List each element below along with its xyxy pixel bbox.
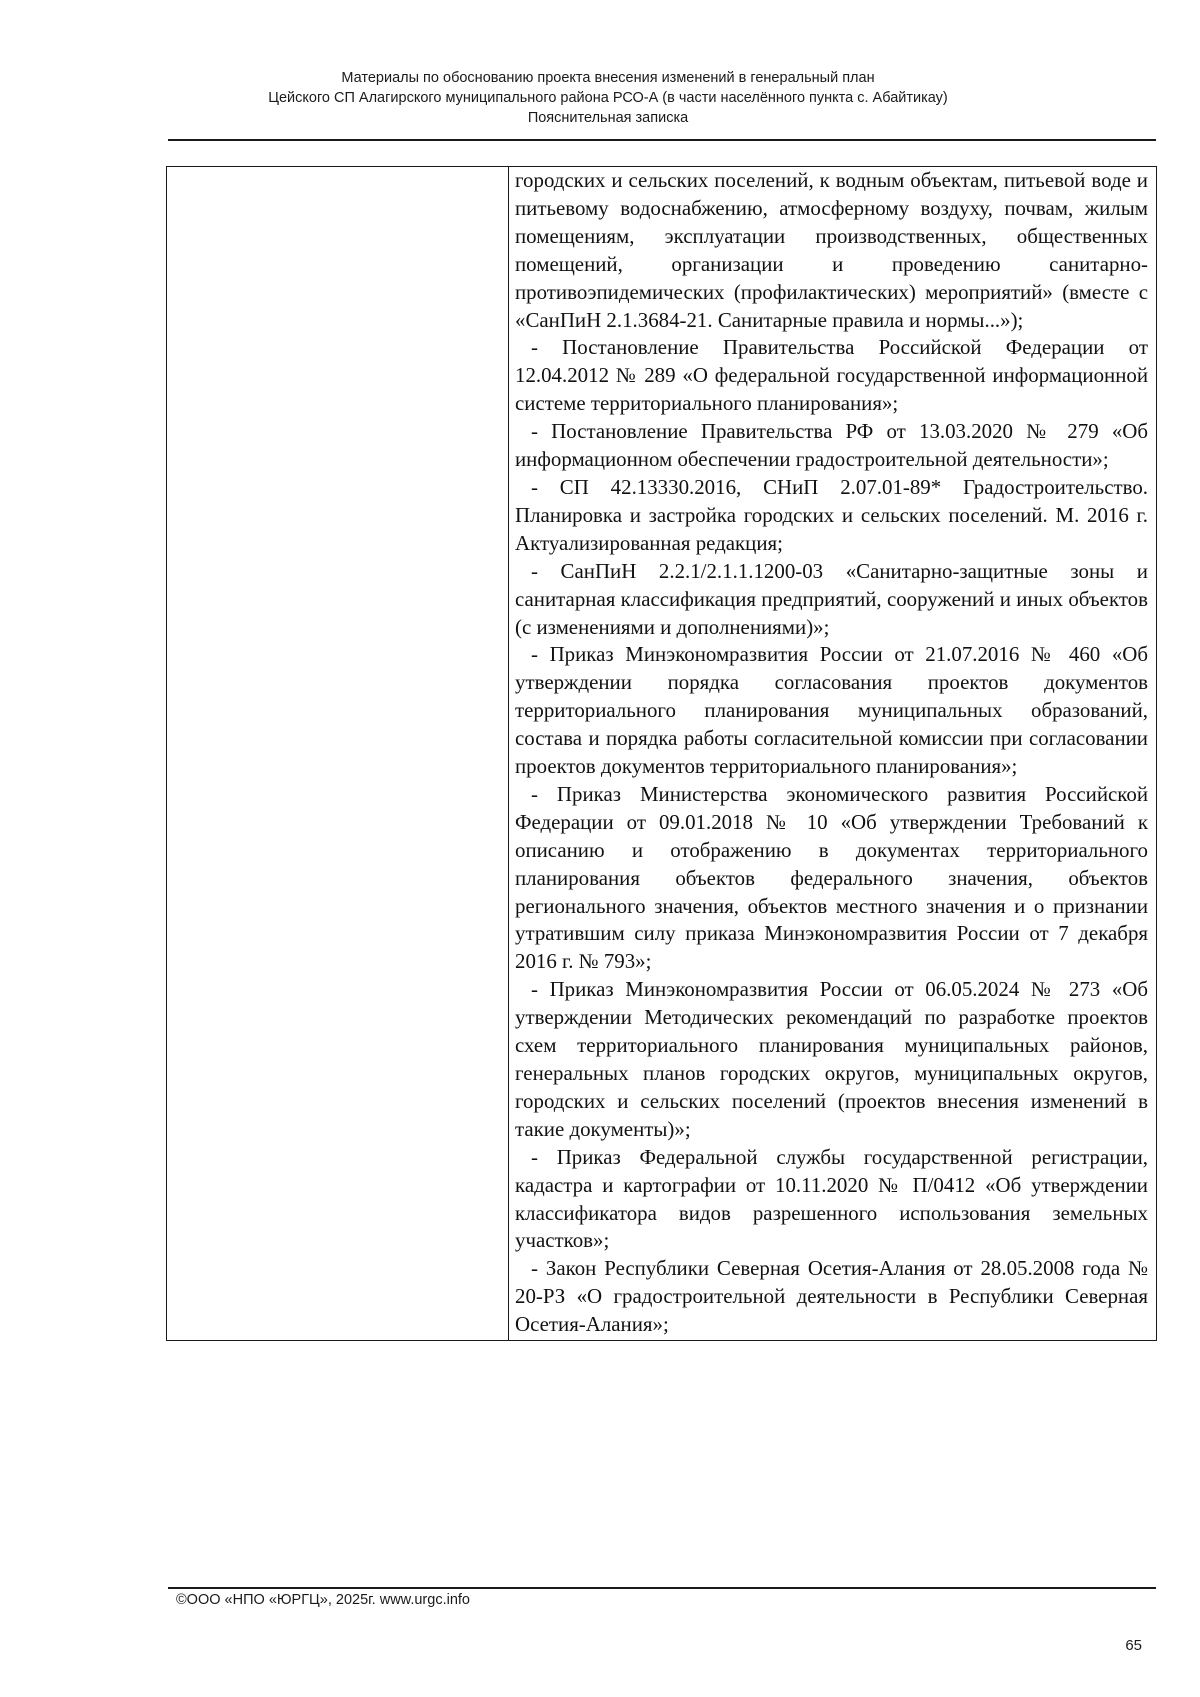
footer-divider — [168, 1587, 1156, 1589]
list-item: - Закон Республики Северная Осетия-Алания от 28.05.2008 года № 20-РЗ «О градостроительной деятельности в Республики Северная Осетия-Алания»; — [515, 1256, 1148, 1337]
page-number: 65 — [1125, 1637, 1142, 1654]
list-item: - Постановление Правительства РФ от 13.03.2020 № 279 «Об информационном обеспечении градостроительной деятельности»; — [515, 419, 1148, 472]
table-row — [167, 167, 1157, 1341]
list-item: - Приказ Министерства экономического развития Российской Федерации от 09.01.2018 № 10 «Об утверждении Требований к описанию и отображению в документах территориального планирования объектов федерального значения, объектов регионального значения, объектов местного значения и о признании утратившим силу приказа Минэкономразвития России от 7 декабря 2016 г. № 793»; — [515, 781, 1148, 974]
list-item: - Приказ Минэкономразвития России от 06.05.2024 № 273 «Об утверждении Методических рекомендаций по разработке проектов схем территориального планирования муниципальных районов, генеральных планов городских округов, муниципальных округов, городских и сельских поселений (проектов внесения изменений в такие документы)»; — [515, 977, 1148, 1141]
list-item: - СП 42.13330.2016, СНиП 2.07.01-89* Градостроительство. Планировка и застройка городских и сельских поселений. М. 2016 г. Актуализированная редакция; — [515, 474, 1148, 555]
header-divider — [168, 139, 1156, 141]
header-line-1: Материалы по обоснованию проекта внесения изменений в генеральный план — [341, 70, 875, 86]
list-item: - Приказ Минэкономразвития России от 21.07.2016 № 460 «Об утверждении порядка согласования проектов документов территориального планирования муниципальных образований, состава и порядка работы согласительной комиссии при согласовании проектов документов территориального планирования»; — [515, 642, 1148, 779]
list-item: - Постановление Правительства Российской Федерации от 12.04.2012 № 289 «О федеральной государственной информационной системе территориального планирования»; — [515, 335, 1148, 416]
header-line-3: Пояснительная записка — [527, 110, 689, 126]
table-cell-right — [509, 167, 1157, 1341]
regulation-list — [509, 167, 1156, 1340]
table-cell-left — [167, 167, 509, 1341]
list-item: - СанПиН 2.2.1/2.1.1.1200-03 «Санитарно-защитные зоны и санитарная классификация предприятий, сооружений и иных объектов (с изменениями и дополнениями)»; — [515, 558, 1148, 639]
footer-copyright: ©ООО «НПО «ЮРГЦ», 2025г. www.urgc.info — [176, 1592, 470, 1608]
list-item: - Приказ Федеральной службы государственной регистрации, кадастра и картографии от 10.11.2020 № П/0412 «Об утверждении классификатора видов разрешенного использования земельных участков»; — [515, 1144, 1148, 1253]
page-header — [168, 68, 1048, 128]
list-item: городских и сельских поселений, к водным объектам, питьевой воде и питьевому водоснабжению, атмосферному воздуху, почвам, жилым помещениям, эксплуатации производственных, общественных помещений, организации и проведению санитарно-противоэпидемических (профилактических) мероприятий» (вместе с «СанПиН 2.1.3684-21. Санитарные правила и нормы...»); — [515, 168, 1148, 332]
header-line-2: Цейского СП Алагирского муниципального района РСО-А (в части населённого пункта с. Абайтикау) — [268, 90, 948, 106]
content-table — [166, 166, 1157, 1341]
